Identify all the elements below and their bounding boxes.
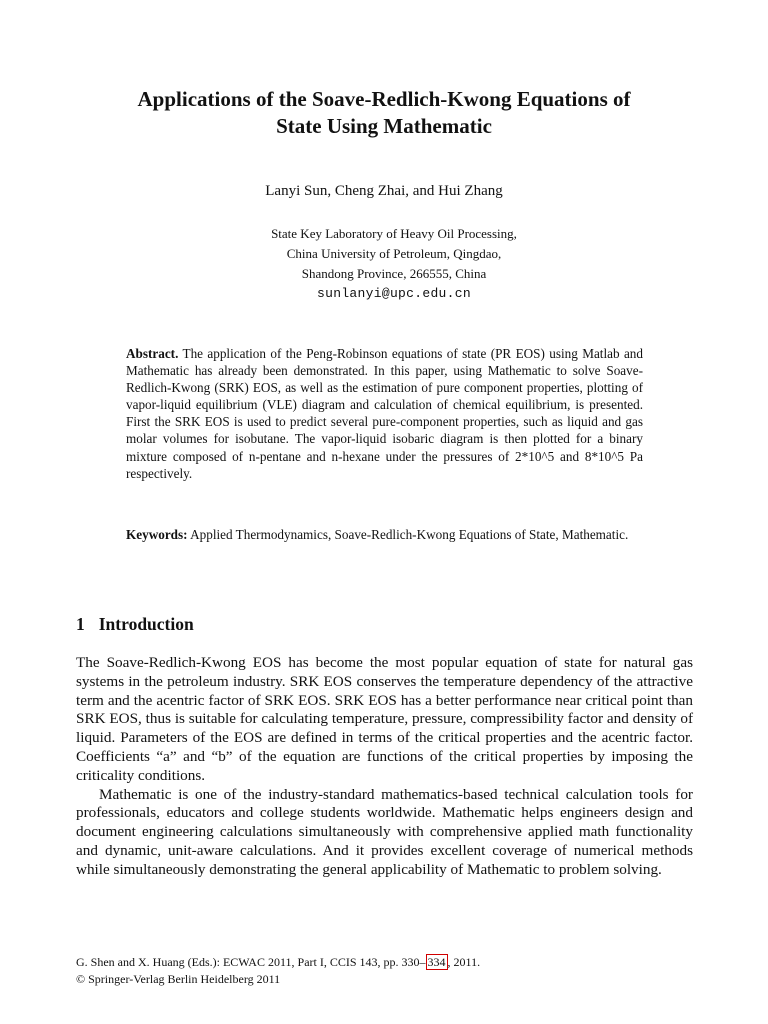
citation-text: G. Shen and X. Huang (Eds.): ECWAC 2011, Part I, CCIS 143, pp. 330– — [76, 955, 426, 969]
paper-title — [60, 86, 708, 140]
paragraph-1: The Soave-Redlich-Kwong EOS has become the most popular equation of state for natural gas systems in the petroleum industry. SRK EOS conserves the temperature dependency of the attractive term and the acentric factor of SRK EOS. SRK EOS has a better performance near critical point than SRK EOS, thus is suitable for calculating temperature, pressure, compressibility factor and density of liquid. Parameters of the EOS are defined in terms of the critical properties and the acentric factor. Coefficients “a” and “b” of the equation are functions of the critical properties by imposing the criticality conditions. — [76, 654, 693, 784]
paragraph-2: Mathematic is one of the industry-standard mathematics-based technical calculation tools for professionals, educators and college students worldwide. Mathematic helps engineers design and document engineering calculations simultaneously with comprehensive applied math functionality and dynamic, unit-aware calculations. And it provides excellent coverage of numerical methods while simultaneously demonstrating the general applicability of Mathematic to problem solving. — [76, 785, 693, 878]
title-line-1: Applications of the Soave-Redlich-Kwong Equations of — [137, 87, 631, 111]
abstract-label: Abstract. — [126, 346, 179, 361]
author-email[interactable]: sunlanyi@upc.edu.cn — [317, 286, 471, 301]
title-line-2: State Using Mathematic — [276, 114, 492, 138]
section-number: 1 — [76, 614, 85, 634]
section-heading — [76, 613, 194, 635]
copyright-line: © Springer-Verlag Berlin Heidelberg 2011 — [76, 972, 281, 986]
abstract — [126, 345, 643, 482]
citation-year: , 2011. — [447, 955, 481, 969]
affiliation-line-1: State Key Laboratory of Heavy Oil Processing, — [271, 226, 517, 241]
keywords-text: Applied Thermodynamics, Soave-Redlich-Kwong Equations of State, Mathematic. — [190, 527, 629, 542]
abstract-text: The application of the Peng-Robinson equations of state (PR EOS) using Matlab and Mathematic has already been demonstrated. In this paper, using Mathematic to solve Soave-Redlich-Kwong (SRK) EOS, as well as the estimation of pure component properties, plotting of vapor-liquid equilibrium (VLE) diagram and calculation of chemical equilibrium, is presented. First the SRK EOS is used to predict several pure-component properties, such as liquid and gas molar volumes for isobutane. The vapor-liquid isobaric diagram is then plotted for a binary mixture composed of n-pentane and n-hexane under the pressures of 2*10^5 and 8*10^5 Pa respectively. — [126, 346, 643, 481]
affiliation-line-2: China University of Petroleum, Qingdao, — [286, 246, 502, 261]
section-body — [76, 654, 693, 880]
keywords-label: Keywords: — [126, 527, 188, 542]
page-end-link[interactable]: 334 — [427, 955, 446, 969]
affiliation — [0, 224, 768, 304]
footer-citation — [76, 954, 716, 988]
keywords — [126, 526, 643, 543]
citation-line — [76, 954, 716, 971]
affiliation-line-3: Shandong Province, 266555, China — [301, 266, 487, 281]
section-title: Introduction — [98, 614, 194, 634]
author-list: Lanyi Sun, Cheng Zhai, and Hui Zhang — [265, 183, 503, 199]
